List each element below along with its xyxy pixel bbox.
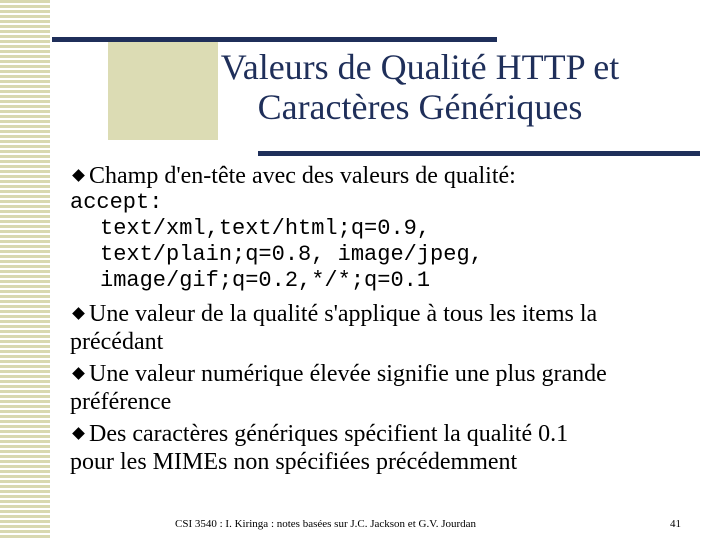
slide-footer [0, 518, 720, 536]
bullet-2-line-2: précédant [70, 329, 164, 355]
slide-body [70, 162, 700, 476]
title-line-1: Valeurs de Qualité HTTP et [220, 47, 620, 87]
diamond-bullet-icon [72, 367, 85, 380]
code-line-1: accept: [70, 190, 163, 215]
code-line-3: text/plain;q=0.8, image/jpeg, [100, 242, 483, 267]
top-accent-bar [52, 37, 497, 42]
diamond-bullet-icon [72, 427, 85, 440]
bullet-2-line-1: Une valeur de la qualité s'applique à tous les items la [89, 301, 598, 327]
bottom-accent-bar [258, 151, 700, 156]
bullet-3-line-1: Une valeur numérique élevée signifie une plus grande [89, 361, 607, 387]
bullet-4 [70, 420, 700, 476]
page-number: 41 [670, 518, 681, 530]
bullet-1-text: Champ d'en-tête avec des valeurs de qualité: [89, 163, 516, 189]
footer-credit: CSI 3540 : I. Kiringa : notes basées sur J.C. Jackson et G.V. Jourdan [175, 518, 477, 530]
code-line-2: text/xml,text/html;q=0.9, [100, 216, 431, 241]
bullet-4-line-2: pour les MIMEs non spécifiées précédemment [70, 449, 518, 475]
bullet-3-line-2: préférence [70, 389, 172, 415]
bullet-2 [70, 300, 700, 356]
code-block [70, 190, 700, 294]
slide-title [130, 47, 710, 127]
bullet-4-line-1: Des caractères génériques spécifient la qualité 0.1 [89, 421, 569, 447]
diamond-bullet-icon [72, 169, 85, 182]
bullet-1 [70, 162, 700, 190]
bullet-3 [70, 360, 700, 416]
code-line-4: image/gif;q=0.2,*/*;q=0.1 [100, 268, 431, 293]
left-stripe-decoration [0, 0, 50, 540]
title-line-2: Caractères Génériques [257, 87, 583, 127]
diamond-bullet-icon [72, 307, 85, 320]
